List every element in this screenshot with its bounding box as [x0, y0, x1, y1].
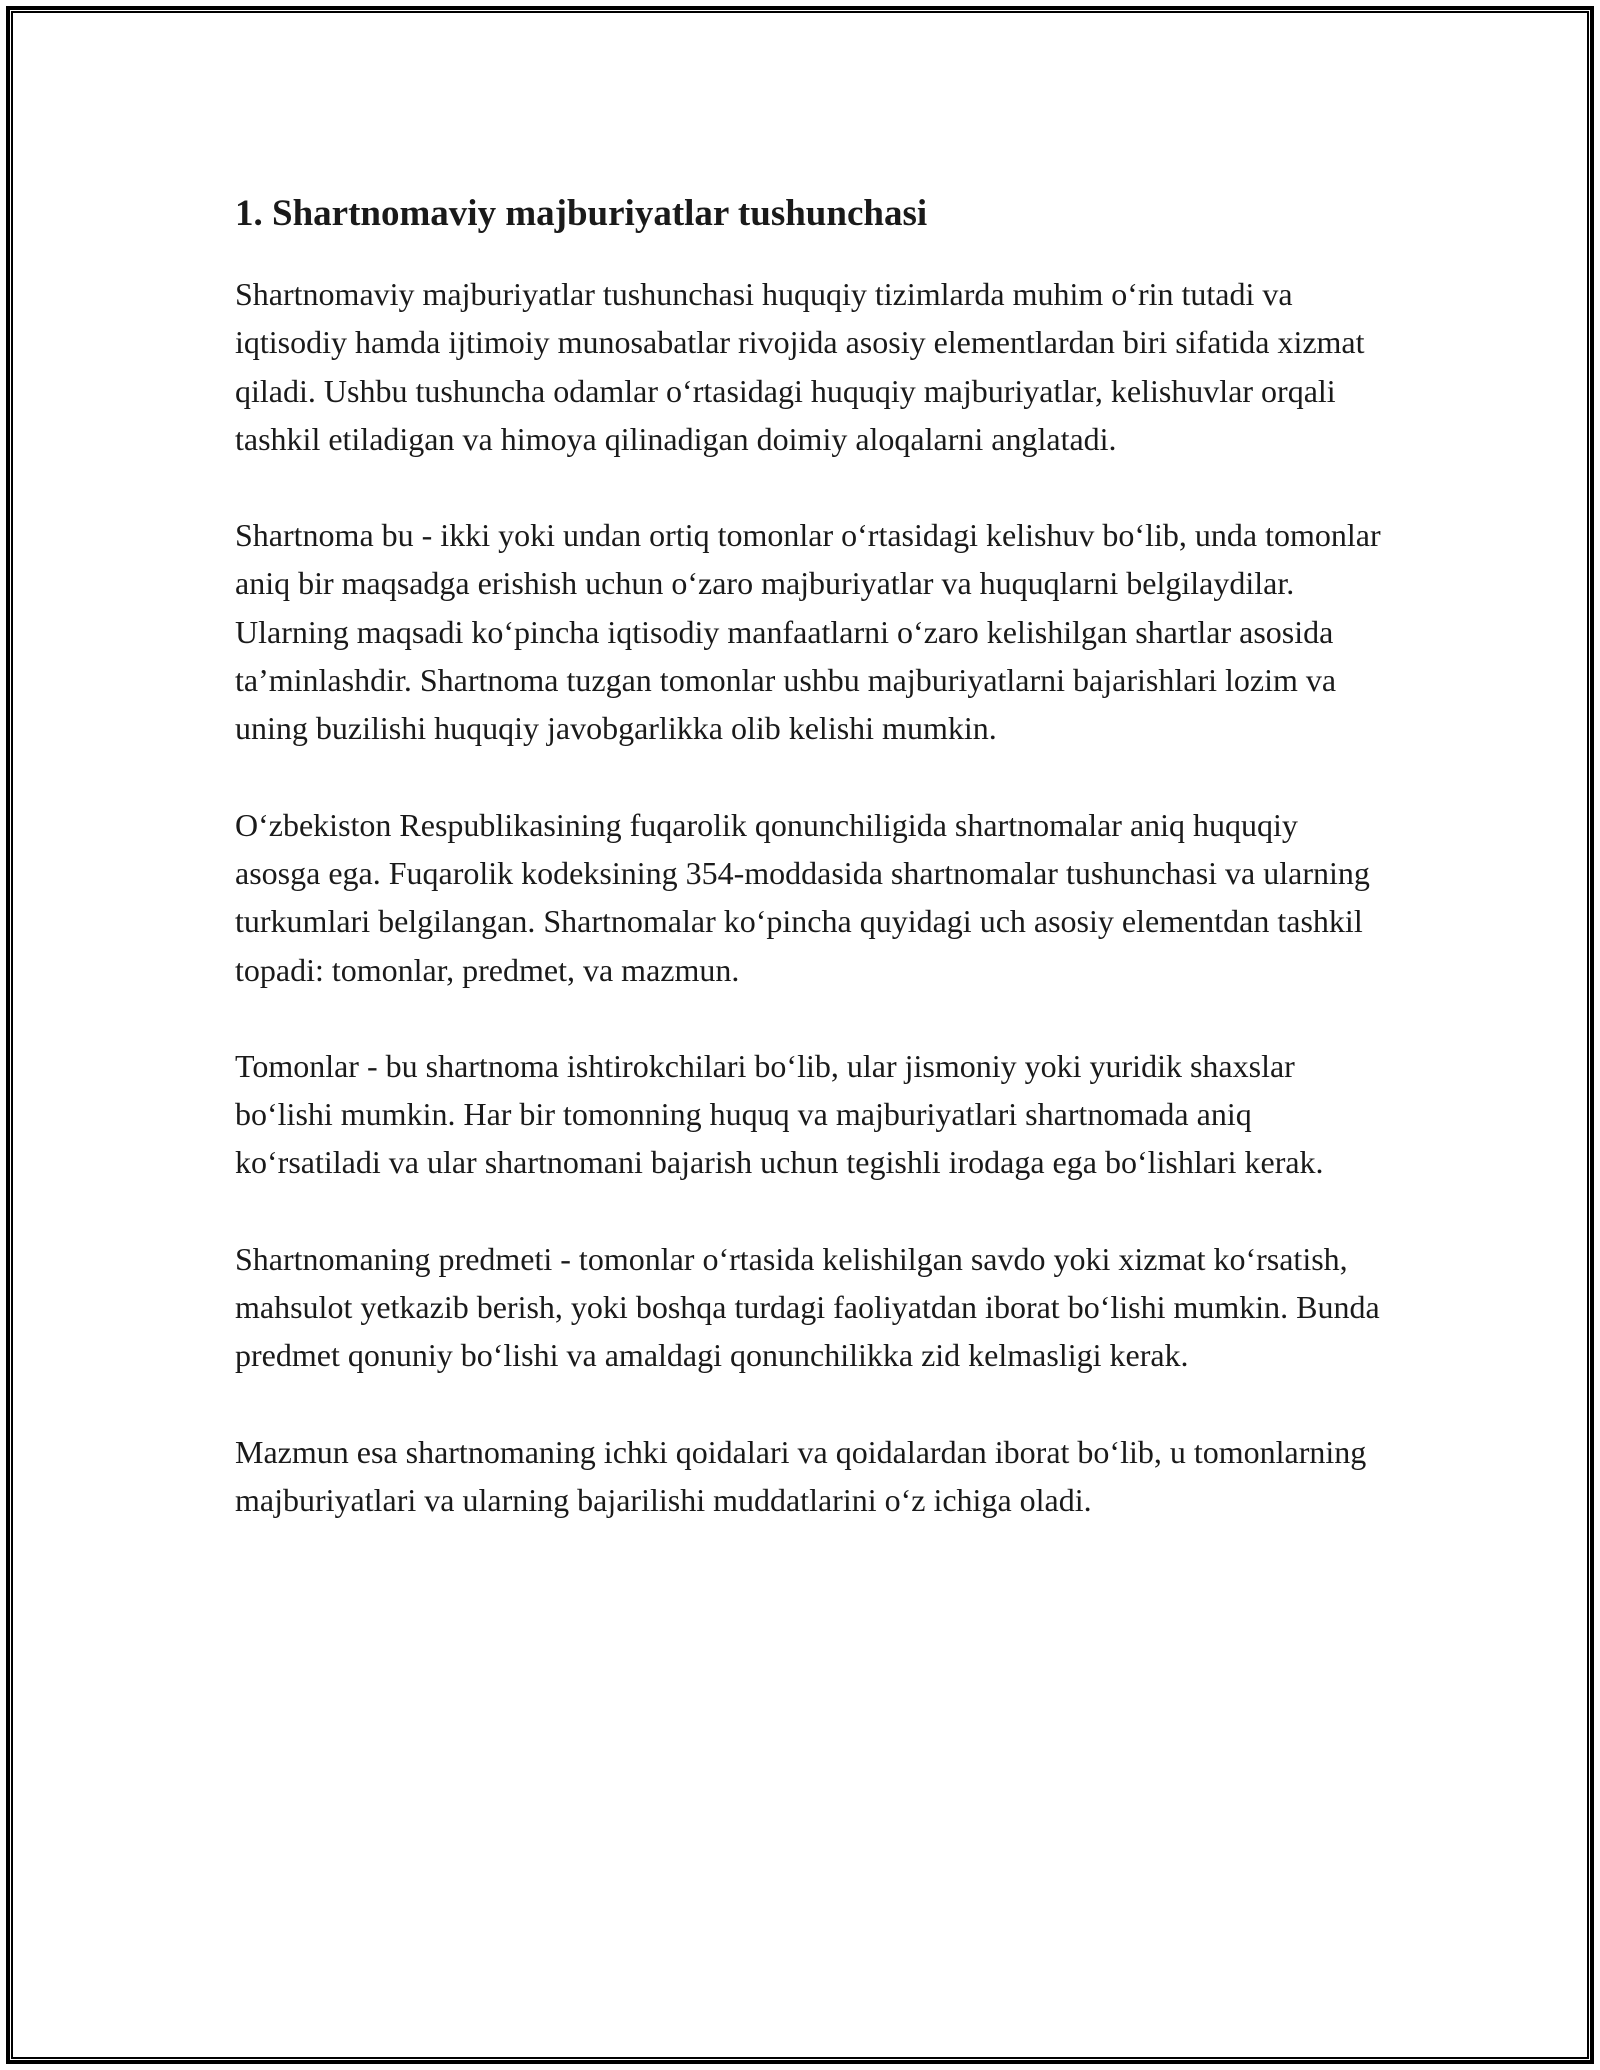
section-heading: 1. Shartnomaviy majburiyatlar tushunchasi	[235, 193, 928, 234]
paragraph-civil-legislation: O‘zbekiston Respublikasining fuqarolik qonunchiligida shartnomalar aniq huquqiy asosga ega. Fuqarolik kodeksining 354-moddasida shartnomalar tushunchasi va ularning turkumlari belgilangan. Shartnomalar ko‘pincha quyidagi uch asosiy elementdan tashkil topadi: tomonlar, predmet, va mazmun.	[235, 806, 1370, 988]
paragraph-subject: Shartnomaning predmeti - tomonlar o‘rtasida kelishilgan savdo yoki xizmat ko‘rsatish, mahsulot yetkazib berish, yoki boshqa turdagi faoliyatdan iborat bo‘lishi mumkin. Bunda predmet qonuniy bo‘lishi va amaldagi qonunchilikka zid kelmasligi kerak.	[235, 1240, 1380, 1374]
paragraph-contract-meaning: Shartnoma bu - ikki yoki undan ortiq tomonlar o‘rtasidagi kelishuv bo‘lib, unda tomonlar aniq bir maqsadga erishish uchun o‘zaro majburiyatlar va huquqlarni belgilaydilar. Ularning maqsadi ko‘pincha iqtisodiy manfaatlarni o‘zaro kelishilgan shartlar asosida ta’minlashdir. Shartnoma tuzgan tomonlar ushbu majburiyatlarni bajarishlari lozim va uning buzilishi huquqiy javobgarlikka olib kelishi mumkin.	[235, 517, 1381, 747]
paragraph-content: Mazmun esa shartnomaning ichki qoidalari va qoidalardan iborat bo‘lib, u tomonlarning majburiyatlari va ularning bajarilishi muddatlarini o‘z ichiga oladi.	[235, 1433, 1367, 1518]
document-body	[235, 186, 1385, 1524]
paragraph-parties: Tomonlar - bu shartnoma ishtirokchilari bo‘lib, ular jismoniy yoki yuridik shaxslar bo‘lishi mumkin. Har bir tomonning huquq va majburiyatlari shartnomada aniq ko‘rsatiladi va ular shartnomani bajarish uchun tegishli irodaga ega bo‘lishlari kerak.	[235, 1047, 1324, 1181]
paragraph-definition: Shartnomaviy majburiyatlar tushunchasi huquqiy tizimlarda muhim o‘rin tutadi va iqtisodiy hamda ijtimoiy munosabatlar rivojida asosiy elementlardan biri sifatida xizmat qiladi. Ushbu tushuncha odamlar o‘rtasidagi huquqiy majburiyatlar, kelishuvlar orqali tashkil etiladigan va himoya qilinadigan doimiy aloqalarni anglatadi.	[235, 276, 1365, 457]
